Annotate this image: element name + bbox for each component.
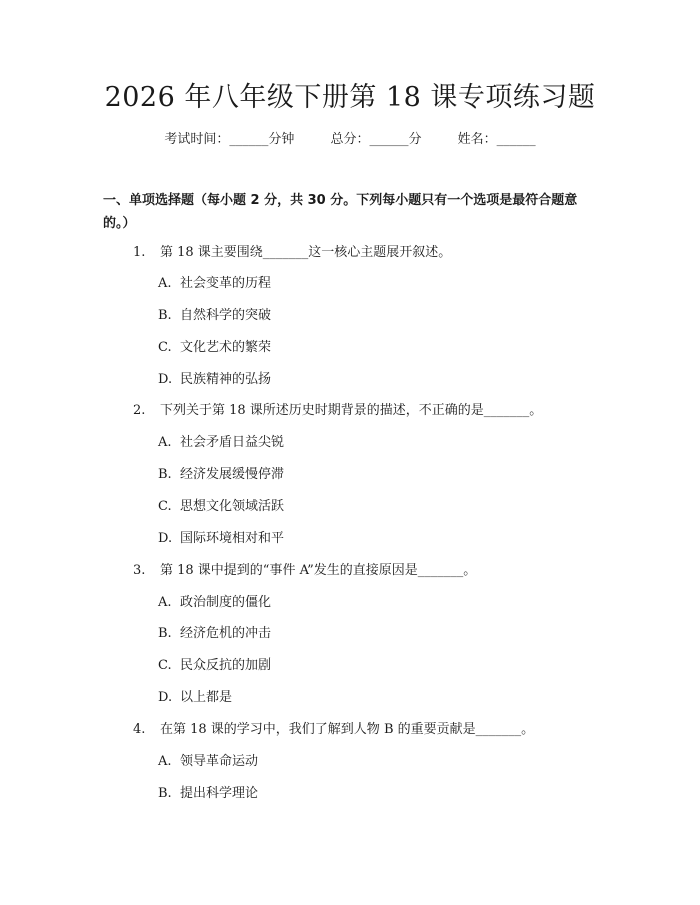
option-letter: B.: [158, 786, 172, 801]
question-number: 2.: [133, 403, 146, 418]
total-score-field: 总分：______分: [330, 132, 422, 147]
exam-time-field: 考试时间：______分钟: [164, 132, 295, 147]
option-letter: B.: [158, 626, 172, 641]
option-item: [158, 784, 598, 804]
option-letter: C.: [158, 499, 172, 514]
option-item: [158, 529, 598, 549]
option-item: [158, 752, 598, 772]
option-text: 以上都是: [180, 690, 233, 705]
option-item: [158, 497, 598, 517]
option-letter: A.: [158, 276, 172, 291]
option-item: [158, 306, 598, 326]
question-number: 3.: [133, 563, 146, 578]
question-stem: [133, 720, 613, 740]
option-item: [158, 656, 598, 676]
question-stem: [133, 401, 613, 421]
option-letter: C.: [158, 340, 172, 355]
question-number: 1.: [133, 245, 146, 260]
question-text: 第 18 课中提到的“事件 A”发生的直接原因是_______。: [160, 563, 477, 578]
option-text: 社会矛盾日益尖锐: [180, 435, 285, 450]
option-text: 民众反抗的加剧: [180, 658, 272, 673]
option-letter: A.: [158, 754, 172, 769]
option-item: [158, 688, 598, 708]
option-item: [158, 433, 598, 453]
option-text: 经济发展缓慢停滞: [180, 467, 285, 482]
option-text: 提出科学理论: [180, 786, 259, 801]
student-name-field: 姓名：______: [457, 132, 536, 147]
option-letter: B.: [158, 467, 172, 482]
option-text: 政治制度的僵化: [180, 595, 272, 610]
option-letter: D.: [158, 531, 173, 546]
option-item: [158, 465, 598, 485]
option-letter: B.: [158, 308, 172, 323]
page-title: 2026 年八年级下册第 18 课专项练习题: [104, 82, 596, 113]
option-item: [158, 593, 598, 613]
option-letter: A.: [158, 435, 172, 450]
option-letter: D.: [158, 372, 173, 387]
option-letter: C.: [158, 658, 172, 673]
question-number: 4.: [133, 722, 146, 737]
option-text: 社会变革的历程: [180, 276, 272, 291]
question-stem: [133, 243, 613, 263]
question-text: 第 18 课主要围绕_______这一核心主题展开叙述。: [160, 245, 452, 260]
question-stem: [133, 561, 613, 581]
option-text: 思想文化领域活跃: [180, 499, 285, 514]
option-text: 领导革命运动: [180, 754, 259, 769]
option-item: [158, 624, 598, 644]
question-text: 下列关于第 18 课所述历史时期背景的描述，不正确的是_______。: [160, 403, 543, 418]
question-text: 在第 18 课的学习中，我们了解到人物 B 的重要贡献是_______。: [160, 722, 535, 737]
option-item: [158, 370, 598, 390]
option-item: [158, 274, 598, 294]
option-letter: D.: [158, 690, 173, 705]
exam-info-line: [0, 130, 700, 150]
option-text: 经济危机的冲击: [180, 626, 272, 641]
option-text: 文化艺术的繁荣: [180, 340, 272, 355]
option-text: 国际环境相对和平: [180, 531, 285, 546]
option-letter: A.: [158, 595, 172, 610]
option-text: 自然科学的突破: [180, 308, 272, 323]
section-heading: 一、单项选择题（每小题 2 分，共 30 分。下列每小题只有一个选项是最符合题意的。）: [103, 193, 578, 231]
option-text: 民族精神的弘扬: [180, 372, 272, 387]
option-item: [158, 338, 598, 358]
